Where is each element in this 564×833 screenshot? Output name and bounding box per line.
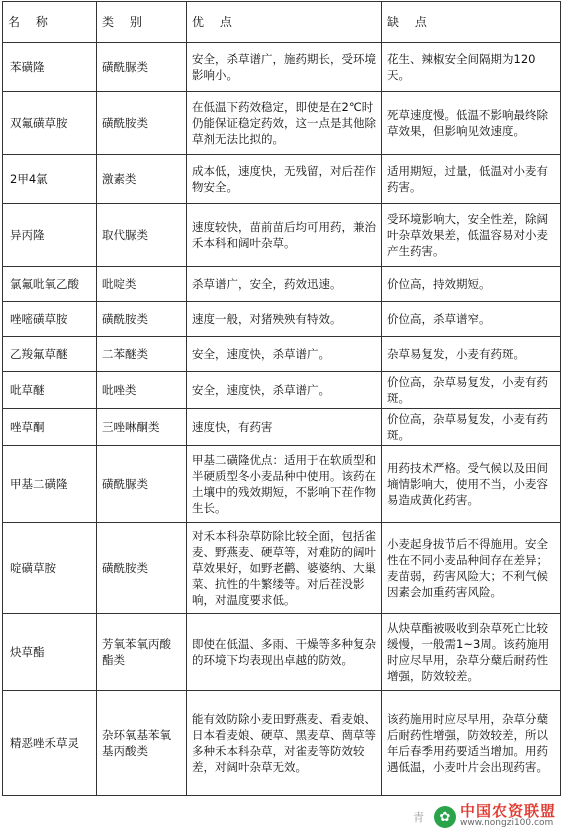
table-row: [3, 614, 561, 691]
header-cons: 缺 点: [382, 2, 561, 43]
cell-cons: 价位高，杂草易复发，小麦有药斑。: [382, 372, 561, 409]
cell-pros: 速度较快，苗前苗后均可用药，兼治禾本科和阔叶杂草。: [187, 204, 382, 267]
cell-name: 炔草酯: [3, 614, 97, 691]
cell-cons: 从炔草酯被吸收到杂草死亡比较缓慢，一般需1~3周。该药施用时应尽早用，杂草分蘖后耐药性增强，防效较差。: [382, 614, 561, 691]
cell-name: 精恶唑禾草灵: [3, 691, 97, 796]
table-row: [3, 446, 561, 523]
cell-cons: 用药技术严格。受气候以及田间墒情影响大，使用不当，小麦容易造成黄化药害。: [382, 446, 561, 523]
header-pros: 优 点: [187, 2, 382, 43]
cell-category: 杂环氧基苯氧基丙酸类: [97, 691, 187, 796]
table-row: [3, 155, 561, 204]
cell-pros: 安全，速度快，杀草谱广。: [187, 372, 382, 409]
cell-category: 磺酰脲类: [97, 446, 187, 523]
cell-category: 磺酰胺类: [97, 523, 187, 614]
cell-category: 取代脲类: [97, 204, 187, 267]
watermark-url: www.nongzi100.com: [459, 818, 554, 828]
cell-name: 甲基二磺隆: [3, 446, 97, 523]
cell-pros: 安全，杀草谱广，施药期长，受环境影响小。: [187, 43, 382, 92]
cell-pros: 在低温下药效稳定，即使是在2℃时仍能保证稳定药效，这一点是其他除草剂无法比拟的。: [187, 92, 382, 155]
cell-category: 吡唑类: [97, 372, 187, 409]
cell-cons: 小麦起身拔节后不得施用。安全性在不同小麦品种间存在差异；麦苗弱，药害风险大；不利气候因素会加重药害风险。: [382, 523, 561, 614]
cell-cons: 价位高，杂草易复发，小麦有药斑。: [382, 409, 561, 446]
table-row: [3, 204, 561, 267]
cell-name: 氯氟吡氧乙酸: [3, 267, 97, 302]
cell-category: 磺酰胺类: [97, 302, 187, 337]
cell-name: 唑嘧磺草胺: [3, 302, 97, 337]
cell-cons: 死草速度慢。低温不影响最终除草效果，但影响见效速度。: [382, 92, 561, 155]
cell-name: 吡草醚: [3, 372, 97, 409]
cell-pros: 成本低，速度快，无残留，对后茬作物安全。: [187, 155, 382, 204]
table-row: [3, 92, 561, 155]
cell-pros: 即使在低温、多雨、干燥等多种复杂的环境下均表现出卓越的防效。: [187, 614, 382, 691]
cell-category: 二苯醚类: [97, 337, 187, 372]
table-row: [3, 267, 561, 302]
cell-cons: 适用期短，过量，低温对小麦有药害。: [382, 155, 561, 204]
cell-name: 苯磺隆: [3, 43, 97, 92]
cell-name: 唑草酮: [3, 409, 97, 446]
table-row: [3, 372, 561, 409]
watermark-left-text: 青: [412, 811, 424, 824]
cell-cons: 花生、辣椒安全间隔期为120天。: [382, 43, 561, 92]
cell-pros: 能有效防除小麦田野燕麦、看麦娘、日本看麦娘、硬草、黑麦草、菵草等多种禾本科杂草，对雀麦等防效较差，对阔叶杂草无效。: [187, 691, 382, 796]
table-row: [3, 302, 561, 337]
table-row: [3, 337, 561, 372]
table-row: [3, 691, 561, 796]
cell-pros: 速度快，有药害: [187, 409, 382, 446]
cell-category: 芳氧苯氧丙酸酯类: [97, 614, 187, 691]
cell-pros: 速度一般，对猪殃殃有特效。: [187, 302, 382, 337]
cell-name: 乙羧氟草醚: [3, 337, 97, 372]
table-row: [3, 43, 561, 92]
cell-cons: 价位高，持效期短。: [382, 267, 561, 302]
watermark: [409, 803, 560, 831]
herbicide-table: [2, 1, 561, 796]
cell-pros: 甲基二磺隆优点：适用于在软质型和半硬质型冬小麦品种中使用。该药在土壤中的残效期短，不影响下茬作物生长。: [187, 446, 382, 523]
header-category: 类 别: [97, 2, 187, 43]
cell-category: 吡啶类: [97, 267, 187, 302]
cell-cons: 受环境影响大，安全性差，除阔叶杂草效果差，低温容易对小麦产生药害。: [382, 204, 561, 267]
cell-name: 异丙隆: [3, 204, 97, 267]
brand-logo-icon: ✿: [434, 806, 456, 828]
cell-category: 磺酰胺类: [97, 92, 187, 155]
cell-name: 2甲4氯: [3, 155, 97, 204]
cell-category: 磺酰脲类: [97, 43, 187, 92]
cell-cons: 该药施用时应尽早用，杂草分蘖后耐药性增强，防效较差，所以年后春季用药要适当增加。用药遇低温，小麦叶片会出现药害。: [382, 691, 561, 796]
table-row: [3, 409, 561, 446]
cell-category: 激素类: [97, 155, 187, 204]
header-row: [3, 2, 561, 43]
cell-name: 啶磺草胺: [3, 523, 97, 614]
cell-pros: 杀草谱广，安全，药效迅速。: [187, 267, 382, 302]
cell-pros: 对禾本科杂草防除比较全面，包括雀麦、野燕麦、硬草等，对难防的阔叶草效果好，如野老鹳、婆婆纳、大巢菜、抗性的牛繁缕等。对后茬没影响，对温度要求低。: [187, 523, 382, 614]
header-name: 名 称: [3, 2, 97, 43]
cell-pros: 安全，速度快，杀草谱广。: [187, 337, 382, 372]
cell-cons: 价位高，杀草谱窄。: [382, 302, 561, 337]
cell-category: 三唑啉酮类: [97, 409, 187, 446]
cell-cons: 杂草易复发，小麦有药斑。: [382, 337, 561, 372]
watermark-brand: 中国农资联盟: [459, 802, 556, 820]
table-row: [3, 523, 561, 614]
cell-name: 双氟磺草胺: [3, 92, 97, 155]
